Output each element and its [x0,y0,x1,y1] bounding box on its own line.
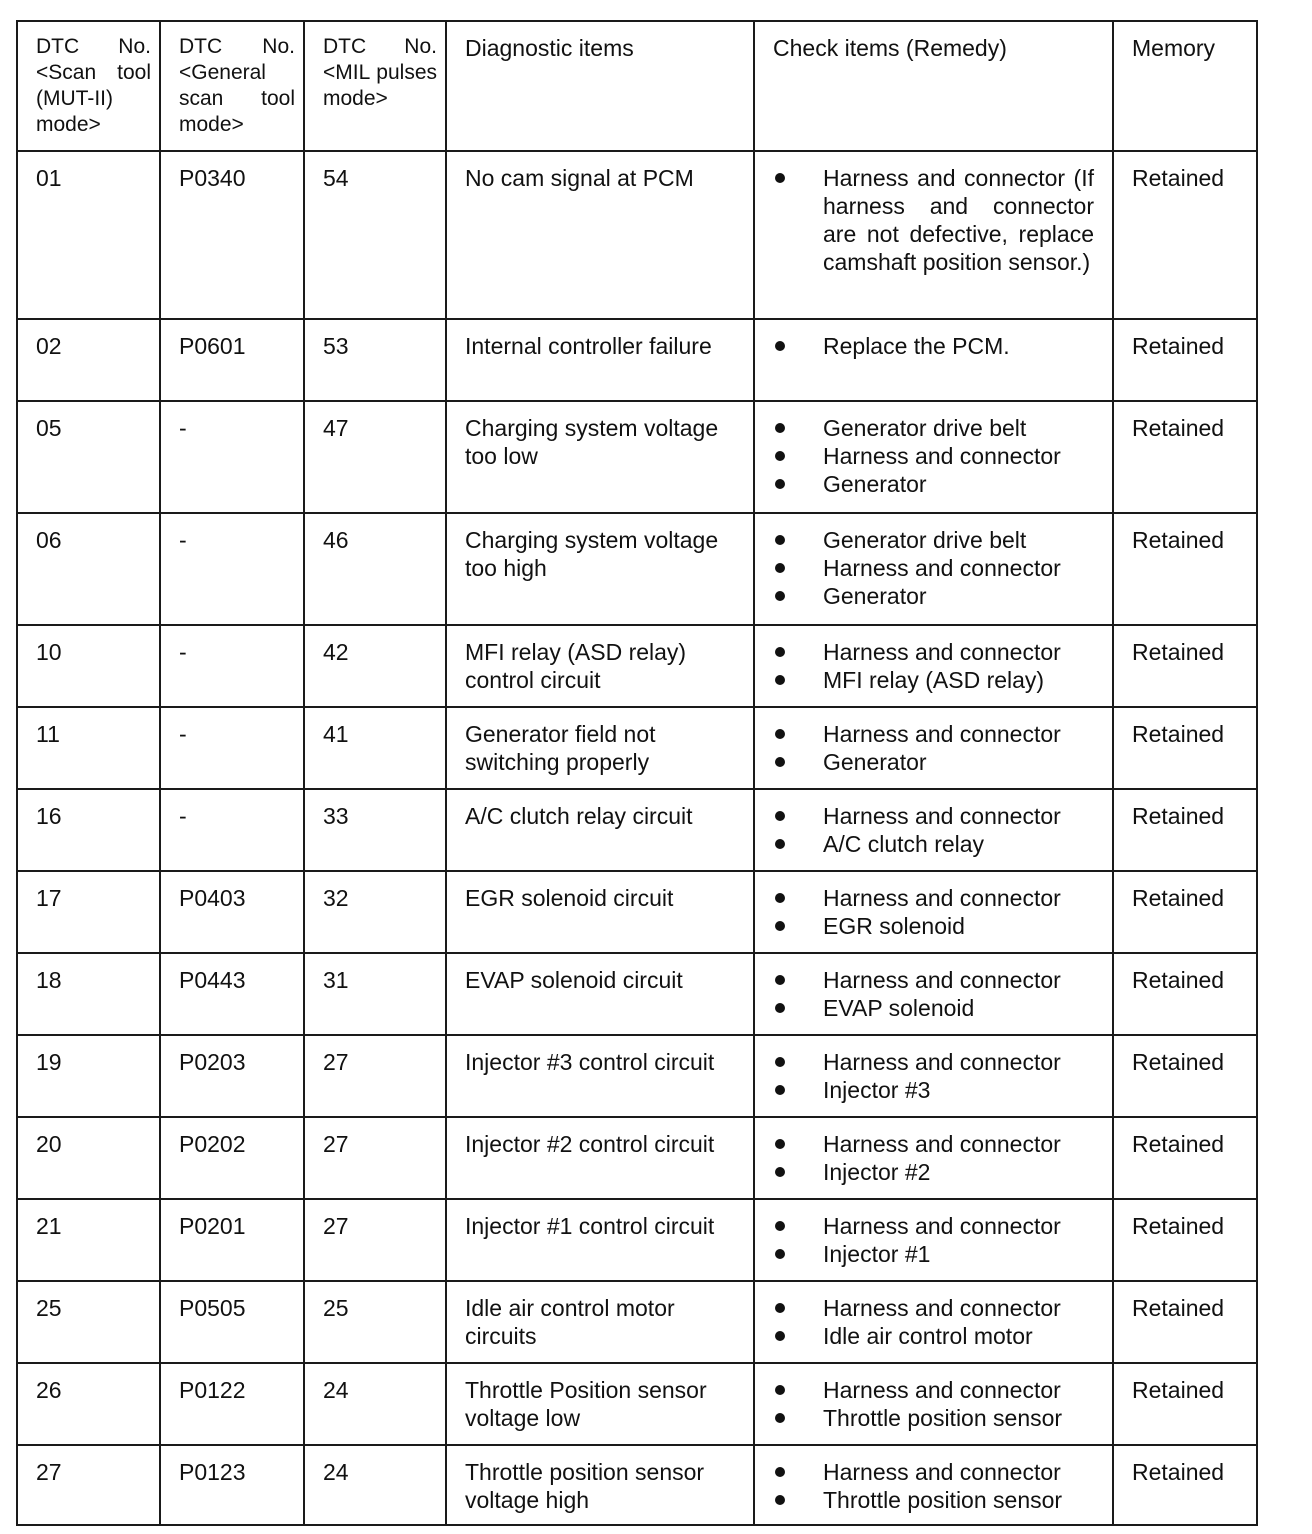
check-items-list [773,720,1098,776]
table-row [17,1199,1257,1281]
mil-pulses-code: 41 [304,707,446,789]
table-row [17,1281,1257,1363]
check-items-list [773,884,1098,940]
mil-pulses-code: 46 [304,513,446,625]
diagnostic-item: Injector #3 control circuit [446,1035,754,1117]
scan-tool-code: 21 [17,1199,160,1281]
scan-tool-code: 11 [17,707,160,789]
dtc-table-page [16,20,1256,1526]
check-items-list [773,1048,1098,1104]
check-items-list [773,1130,1098,1186]
check-item: Throttle position sensor [773,1486,1098,1514]
dtc-table [16,20,1258,1526]
diagnostic-item: Injector #1 control circuit [446,1199,754,1281]
mil-pulses-code: 24 [304,1445,446,1525]
table-row [17,953,1257,1035]
header-mil-pulses: DTC No. <MIL pulses mode> [304,21,446,151]
check-items [754,871,1113,953]
mil-pulses-code: 47 [304,401,446,513]
check-item: Harness and connector [773,1048,1098,1076]
memory-status: Retained [1113,625,1257,707]
check-items [754,625,1113,707]
check-items [754,1363,1113,1445]
general-scan-code: P0403 [160,871,304,953]
diagnostic-item: Injector #2 control circuit [446,1117,754,1199]
memory-status: Retained [1113,953,1257,1035]
header-scan-tool: DTC No. <Scan tool (MUT-II) mode> [17,21,160,151]
check-item: Generator [773,582,1098,610]
check-item: Harness and connector [773,884,1098,912]
diagnostic-item: Generator field not switching properly [446,707,754,789]
diagnostic-item: EGR solenoid circuit [446,871,754,953]
scan-tool-code: 01 [17,151,160,319]
general-scan-code: - [160,401,304,513]
mil-pulses-code: 27 [304,1035,446,1117]
mil-pulses-code: 33 [304,789,446,871]
check-item: Injector #2 [773,1158,1098,1186]
memory-status: Retained [1113,1199,1257,1281]
table-row [17,401,1257,513]
check-items [754,319,1113,401]
memory-status: Retained [1113,1035,1257,1117]
table-row [17,871,1257,953]
dtc-table-body [17,151,1257,1525]
header-general-scan-tool: DTC No. <General scan tool mode> [160,21,304,151]
check-item: Generator drive belt [773,414,1098,442]
check-item: EGR solenoid [773,912,1098,940]
check-item: Replace the PCM. [773,332,1098,360]
check-items-list [773,1294,1098,1350]
check-items [754,1035,1113,1117]
mil-pulses-code: 32 [304,871,446,953]
check-item: Injector #3 [773,1076,1098,1104]
diagnostic-item: Throttle position sensor voltage high [446,1445,754,1525]
check-items [754,1445,1113,1525]
table-row [17,151,1257,319]
memory-status: Retained [1113,1117,1257,1199]
check-item: Generator [773,748,1098,776]
diagnostic-item: Charging system voltage too high [446,513,754,625]
check-item: Harness and connector [773,638,1098,666]
diagnostic-item: Internal controller failure [446,319,754,401]
scan-tool-code: 20 [17,1117,160,1199]
check-item: Harness and connector [773,1130,1098,1158]
check-items-list [773,966,1098,1022]
memory-status: Retained [1113,871,1257,953]
check-items-list [773,414,1098,498]
scan-tool-code: 17 [17,871,160,953]
scan-tool-code: 19 [17,1035,160,1117]
memory-status: Retained [1113,1445,1257,1525]
check-item: MFI relay (ASD relay) [773,666,1098,694]
general-scan-code: P0443 [160,953,304,1035]
scan-tool-code: 02 [17,319,160,401]
check-item: EVAP solenoid [773,994,1098,1022]
check-items-list [773,1376,1098,1432]
memory-status: Retained [1113,401,1257,513]
diagnostic-item: Throttle Position sensor voltage low [446,1363,754,1445]
check-items [754,953,1113,1035]
table-row [17,1363,1257,1445]
scan-tool-code: 06 [17,513,160,625]
check-items [754,1117,1113,1199]
check-item: Harness and connector [773,1376,1098,1404]
header-diagnostic-items: Diagnostic items [446,21,754,151]
check-item: Idle air control motor [773,1322,1098,1350]
memory-status: Retained [1113,1363,1257,1445]
check-item: Harness and connector [773,966,1098,994]
check-items-list [773,1212,1098,1268]
check-items-list [773,332,1098,360]
check-items [754,789,1113,871]
memory-status: Retained [1113,789,1257,871]
mil-pulses-code: 27 [304,1199,446,1281]
check-items-list [773,526,1098,610]
general-scan-code: P0203 [160,1035,304,1117]
memory-status: Retained [1113,319,1257,401]
scan-tool-code: 16 [17,789,160,871]
check-item: Harness and connector [773,1458,1098,1486]
check-items [754,401,1113,513]
diagnostic-item: Idle air control motor circuits [446,1281,754,1363]
table-row [17,513,1257,625]
check-item: Harness and connector [773,1212,1098,1240]
scan-tool-code: 26 [17,1363,160,1445]
general-scan-code: P0123 [160,1445,304,1525]
scan-tool-code: 05 [17,401,160,513]
table-row [17,1117,1257,1199]
check-item: Harness and connector [773,802,1098,830]
memory-status: Retained [1113,707,1257,789]
diagnostic-item: EVAP solenoid circuit [446,953,754,1035]
check-items [754,1281,1113,1363]
check-item: Harness and connector [773,442,1098,470]
general-scan-code: - [160,789,304,871]
check-item: Generator [773,470,1098,498]
diagnostic-item: Charging system voltage too low [446,401,754,513]
check-item: Throttle position sensor [773,1404,1098,1432]
general-scan-code: P0201 [160,1199,304,1281]
check-item: Harness and connector (If harness and connector are not defective, replace camshaft position sensor.) [773,164,1098,276]
check-items-list [773,1458,1098,1514]
memory-status: Retained [1113,1281,1257,1363]
table-row [17,707,1257,789]
general-scan-code: - [160,625,304,707]
diagnostic-item: MFI relay (ASD relay) control circuit [446,625,754,707]
mil-pulses-code: 24 [304,1363,446,1445]
general-scan-code: P0122 [160,1363,304,1445]
mil-pulses-code: 25 [304,1281,446,1363]
table-row [17,1445,1257,1525]
general-scan-code: P0340 [160,151,304,319]
check-items-list [773,164,1098,276]
check-item: Harness and connector [773,554,1098,582]
check-items [754,1199,1113,1281]
memory-status: Retained [1113,513,1257,625]
memory-status: Retained [1113,151,1257,319]
general-scan-code: P0601 [160,319,304,401]
check-items-list [773,802,1098,858]
header-row [17,21,1257,151]
table-row [17,319,1257,401]
table-row [17,625,1257,707]
check-item: A/C clutch relay [773,830,1098,858]
general-scan-code: P0505 [160,1281,304,1363]
check-items [754,707,1113,789]
scan-tool-code: 18 [17,953,160,1035]
check-item: Harness and connector [773,720,1098,748]
header-check-items: Check items (Remedy) [754,21,1113,151]
check-item: Injector #1 [773,1240,1098,1268]
table-row [17,1035,1257,1117]
check-item: Harness and connector [773,1294,1098,1322]
check-item: Generator drive belt [773,526,1098,554]
general-scan-code: P0202 [160,1117,304,1199]
mil-pulses-code: 53 [304,319,446,401]
diagnostic-item: No cam signal at PCM [446,151,754,319]
general-scan-code: - [160,513,304,625]
check-items [754,151,1113,319]
mil-pulses-code: 42 [304,625,446,707]
scan-tool-code: 27 [17,1445,160,1525]
header-memory: Memory [1113,21,1257,151]
table-row [17,789,1257,871]
scan-tool-code: 10 [17,625,160,707]
general-scan-code: - [160,707,304,789]
diagnostic-item: A/C clutch relay circuit [446,789,754,871]
check-items-list [773,638,1098,694]
scan-tool-code: 25 [17,1281,160,1363]
mil-pulses-code: 27 [304,1117,446,1199]
check-items [754,513,1113,625]
mil-pulses-code: 31 [304,953,446,1035]
mil-pulses-code: 54 [304,151,446,319]
